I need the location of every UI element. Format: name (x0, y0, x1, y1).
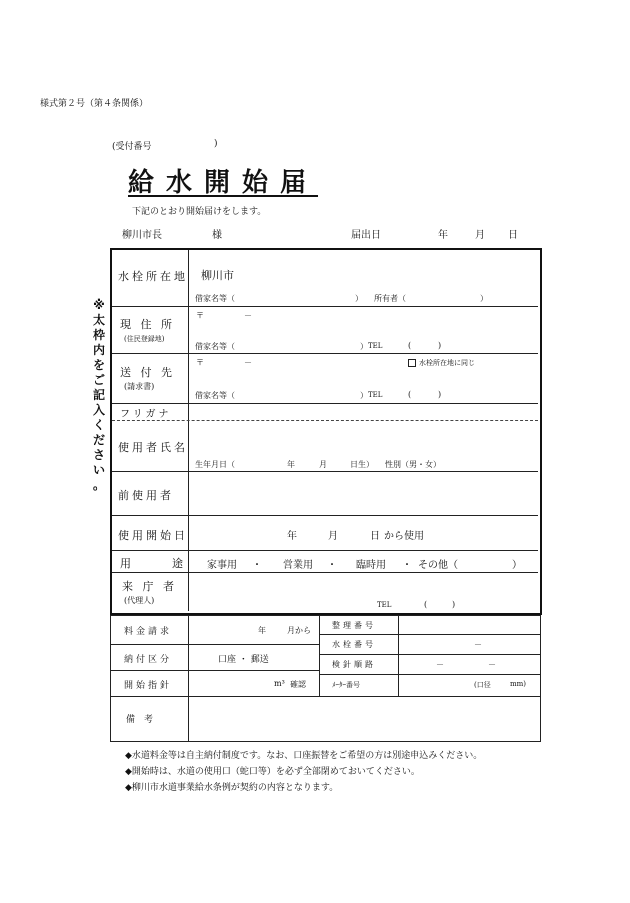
address-sub: (住民登録地) (124, 335, 165, 343)
reading-route-label: 検針順路 (332, 660, 376, 669)
gender: 性別（男・女） (385, 460, 441, 469)
purpose-business[interactable]: 営業用 (283, 560, 313, 571)
meter-number-label: ﾒｰﾀｰ番号 (332, 681, 360, 689)
send-tenant: 借家名等（ (195, 391, 235, 400)
label-divider (188, 250, 189, 611)
start-date-suffix: から使用 (384, 531, 424, 542)
note-1: ◆水道料金等は自主納付制度です。なお、口座振替をご希望の方は別途申込みください。 (125, 751, 483, 761)
birth-date: 生年月日（ (195, 460, 235, 469)
receipt-number-label: (受付番号 (112, 142, 152, 152)
payment-value: 口座 ・ 郵送 (218, 655, 269, 665)
visitor-tel: TEL (377, 601, 392, 609)
mayor-label: 柳川市長 (122, 230, 162, 241)
purpose-temporary[interactable]: 臨時用 (356, 560, 386, 571)
purpose-label-b: 途 (172, 557, 183, 570)
page-title: 給水開始届 (128, 168, 319, 198)
date-year: 年 (438, 230, 448, 241)
send-sub: (請求書) (124, 382, 155, 391)
start-date-label: 使用開始日 (118, 529, 188, 542)
submit-date-label: 届出日 (351, 230, 381, 241)
visitor-sub: (代理人) (124, 596, 155, 605)
address-tel: TEL (368, 342, 383, 350)
bore-label: (口径 (474, 681, 491, 689)
meter-start-label: 開始指針 (124, 681, 173, 691)
location-tenant: 借家名等（ (195, 294, 235, 303)
purpose-label-a: 用 (120, 557, 131, 570)
side-note: ※ 太 枠 内 を ご 記 入 く だ さ い 。 (92, 298, 105, 492)
send-postal: 〒 (196, 358, 204, 367)
location-label: 水栓所在地 (118, 270, 188, 283)
furigana-label: フリガナ (120, 409, 172, 420)
address-tenant: 借家名等（ (195, 342, 235, 351)
date-day: 日 (508, 230, 518, 241)
prev-user-label: 前使用者 (118, 489, 174, 502)
send-tel: TEL (368, 391, 383, 399)
address-label: 現 住 所 (120, 318, 175, 331)
form-number: 様式第２号（第４条関係） (40, 99, 149, 109)
date-month: 月 (475, 230, 485, 241)
intro-text: 下記のとおり開始届けをします。 (132, 207, 267, 217)
address-postal: 〒 (196, 311, 204, 320)
same-as-location-checkbox[interactable]: 水栓所在地に同じ (408, 358, 475, 368)
location-city: 柳川市 (201, 269, 234, 282)
tap-number-label: 水栓番号 (332, 640, 376, 649)
billing-label: 料金請求 (124, 627, 173, 637)
payment-label: 納付区分 (124, 655, 173, 665)
send-label: 送 付 先 (120, 366, 175, 379)
receipt-number-close: ) (214, 139, 218, 149)
purpose-other[interactable]: その他（ (418, 560, 458, 571)
location-owner: 所有者（ (374, 294, 406, 303)
manage-number-label: 整理番号 (332, 621, 376, 630)
visitor-label: 来 庁 者 (122, 580, 177, 593)
purpose-household[interactable]: 家事用 (207, 560, 237, 571)
user-name-label: 使用者氏名 (118, 441, 188, 454)
remarks-label: 備 考 (126, 715, 154, 725)
note-3: ◆柳川市水道事業給水条例が契約の内容となります。 (125, 783, 339, 793)
note-2: ◆開始時は、水道の使用口（蛇口等）を必ず全部閉めておいてください。 (125, 767, 420, 777)
sama-label: 様 (212, 230, 222, 241)
